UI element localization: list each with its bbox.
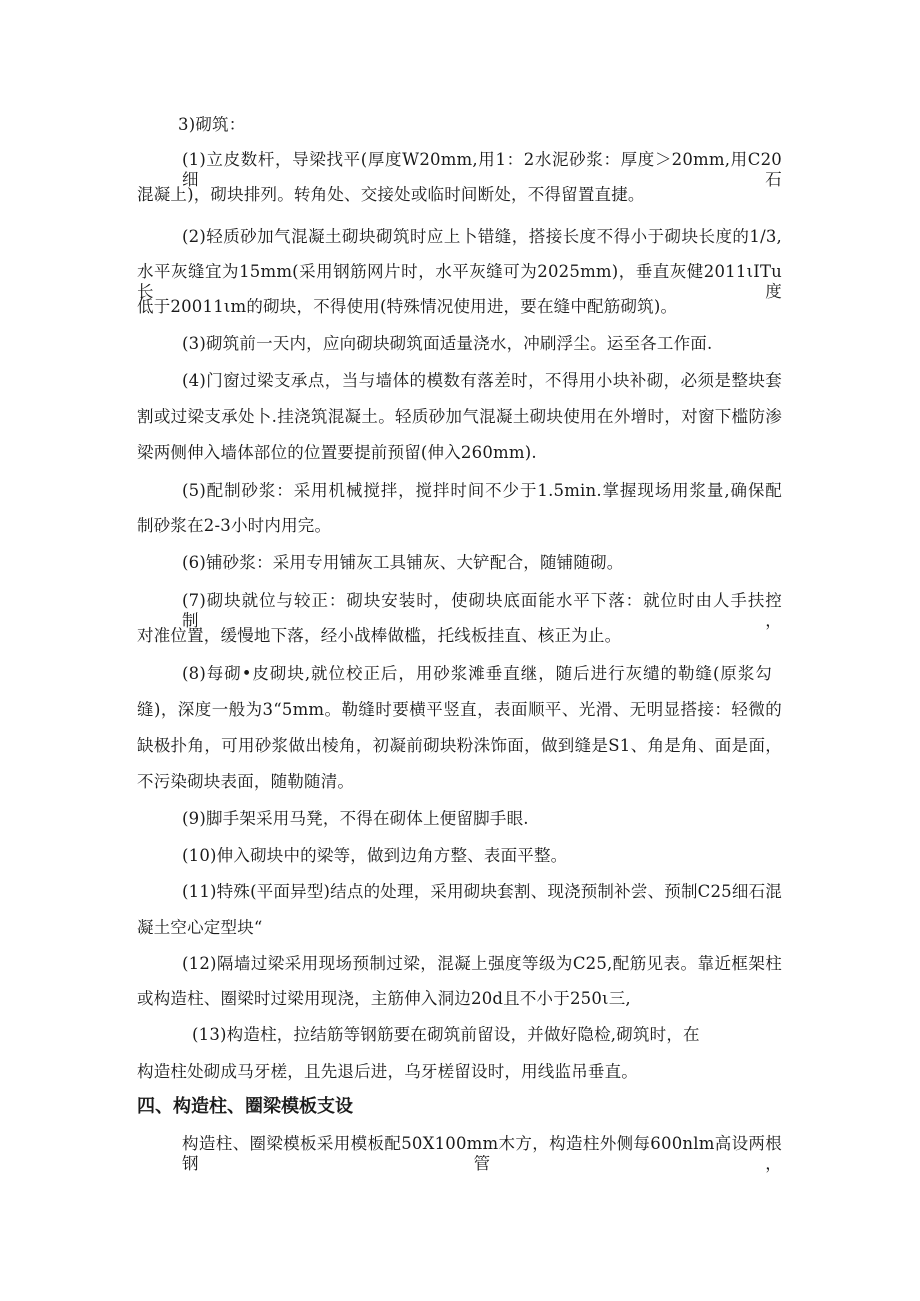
paragraph-line: 缝)，深度一般为3“5mm。勒缝时要横平竖直，表面顺平、光滑、无明显搭接：轻微的 xyxy=(137,700,782,719)
subsection-title: 3)砌筑： xyxy=(178,115,246,134)
paragraph-line: (3)砌筑前一天内，应向砌块砌筑面适量浇水，冲刷浮尘。运至各工作面. xyxy=(182,334,713,353)
paragraph-line: (8)每砌•皮砌块,就位校正后，用砂浆滩垂直继，随后进行灰缱的勒缝(原浆勾 xyxy=(182,664,772,683)
paragraph-line: 凝土空心定型块“ xyxy=(137,918,263,937)
paragraph-line: (12)隔墙过梁采用现场预制过梁，混凝上强度等级为C25,配筋见表。靠近框架柱 xyxy=(182,954,782,973)
paragraph-line: (4)门窗过梁支承点，当与墙体的模数有落差时，不得用小块补砌，必须是整块套 xyxy=(182,371,782,390)
paragraph-line: 制砂浆在2-3小时内用完。 xyxy=(137,516,332,535)
paragraph-line: (11)特殊(平面异型)结点的处理，采用砌块套割、现浇预制补尝、预制C25细石混 xyxy=(182,882,782,901)
paragraph-line: 混凝上)，砌块排列。转角处、交接处或临时间断处，不得留置直捷。 xyxy=(137,185,645,204)
paragraph-line: 不污染砌块表面，随勒随清。 xyxy=(137,772,355,791)
paragraph-line: 水平灰缝宜为15mm(采用钢筋网片时，水平灰缝可为2025mm)，垂直灰健2011ιITu长度 xyxy=(137,262,782,301)
paragraph-line: (13)构造柱，拉结筋等钢筋要在砌筑前留设，并做好隐检,砌筑时，在 xyxy=(192,1025,700,1044)
paragraph-line: (10)伸入砌块中的梁等，做到边角方整、表面平整。 xyxy=(182,846,568,865)
section-heading: 四、构造柱、圈梁模板支设 xyxy=(137,1096,353,1117)
paragraph-line: 构造柱、圈梁模板采用模板配50X100mm木方，构造柱外侧每600nlm高设两根钢管， xyxy=(182,1134,782,1173)
paragraph-line: 梁两侧伸入墙体部位的位置要提前预留(伸入260mm). xyxy=(137,443,537,462)
paragraph-line: 低于20011ιm的砌块，不得使用(特殊情况使用进，要在缝中配筋砌筑)。 xyxy=(137,297,678,316)
paragraph-line: (9)脚手架采用马凳，不得在砌体上便留脚手眼. xyxy=(182,809,529,828)
paragraph-line: (1)立皮数杆，导梁找平(厚度W20mm,用1：2水泥砂浆：厚度＞20mm,用C20细石 xyxy=(182,150,782,189)
paragraph-line: (6)铺砂浆：采用专用铺灰工具铺灰、大铲配合，随铺随砌。 xyxy=(182,553,624,572)
paragraph-line: 缺极扑角，可用砂浆做出棱角，初凝前砌块粉洙饰面，做到缝是S1、角是角、面是面， xyxy=(137,736,782,755)
paragraph-line: 割或过梁支承处卜.挂浇筑混凝土。轻质砂加气混凝土砌块使用在外增时，对窗下槛防渗 xyxy=(137,407,782,426)
paragraph-line: 对准位置，缓慢地下落，经小战棒做槛，托线板挂直、核正为止。 xyxy=(137,626,622,645)
paragraph-line: (7)砌块就位与较正：砌块安装时，使砌块底面能水平下落：就位时由人手扶控制， xyxy=(182,591,782,630)
paragraph-line: (2)轻质砂加气混凝土砌块砌筑时应上卜错缝，搭接长度不得小于砌块长度的1/3, xyxy=(182,227,782,246)
paragraph-line: 或构造柱、圈梁时过梁用现浇，主筋伸入洞边20d且不小于250ι三, xyxy=(137,989,631,1008)
paragraph-line: (5)配制砂浆：采用机械搅拌，搅拌时间不少于1.5min.掌握现场用浆量,确保配 xyxy=(182,481,782,500)
paragraph-line: 构造柱处砌成马牙槎，且先退后进，乌牙槎留设时，用线监吊垂直。 xyxy=(137,1062,638,1081)
